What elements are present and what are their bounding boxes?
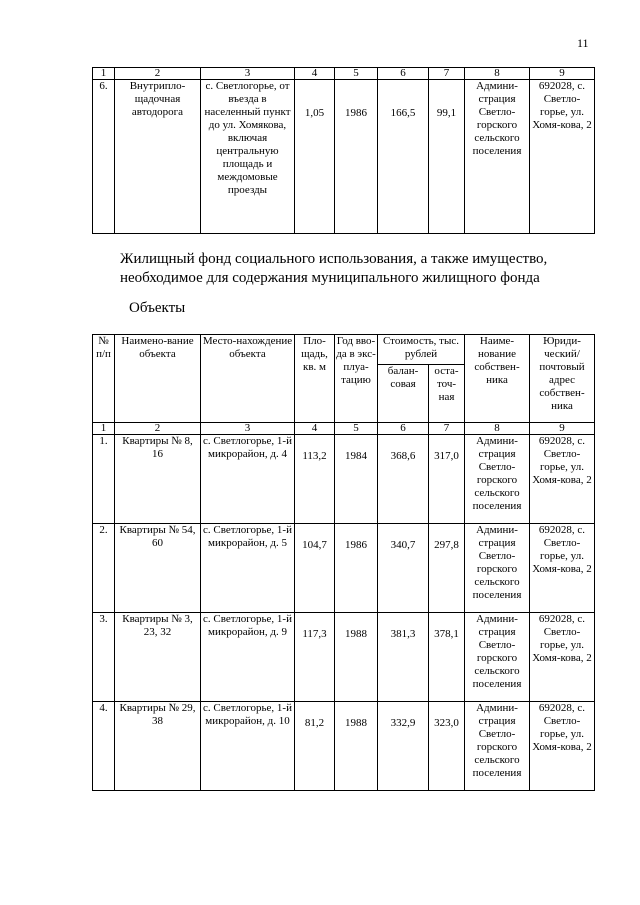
header-num: № п/п bbox=[93, 335, 115, 423]
column-number: 3 bbox=[201, 423, 295, 435]
cost-balance: 166,5 bbox=[378, 80, 429, 234]
column-number: 7 bbox=[429, 423, 465, 435]
column-number: 6 bbox=[378, 68, 429, 80]
column-number: 1 bbox=[93, 68, 115, 80]
object-location: с. Светлогорье, от въезда в населенный пункт до ул. Хомякова, включая центральную площадь и междомовые проезды bbox=[201, 80, 295, 234]
header-area: Пло-щадь, кв. м bbox=[295, 335, 335, 423]
row-number: 2. bbox=[93, 524, 115, 613]
owner-name: Админи-страция Светло-горского сельского поселения bbox=[465, 524, 530, 613]
header-cost-balance: балан-совая bbox=[378, 365, 429, 423]
column-number: 4 bbox=[295, 423, 335, 435]
owner-name: Админи-страция Светло-горского сельского поселения bbox=[465, 435, 530, 524]
header-cost-residual: оста-точ-ная bbox=[429, 365, 465, 423]
column-number: 6 bbox=[378, 423, 429, 435]
table-row bbox=[93, 80, 595, 234]
object-area: 104,7 bbox=[295, 524, 335, 613]
table-header-row bbox=[93, 335, 595, 365]
section-heading bbox=[120, 250, 600, 288]
header-address: Юриди-ческий/ почтовый адрес собствен-ника bbox=[530, 335, 595, 423]
object-name: Квартиры № 8, 16 bbox=[115, 435, 201, 524]
header-cost: Стоимость, тыс. рублей bbox=[378, 335, 465, 365]
owner-address: 692028, с. Светло-горье, ул. Хомя-кова, 2 bbox=[530, 435, 595, 524]
table-row bbox=[93, 613, 595, 702]
commission-year: 1984 bbox=[335, 435, 378, 524]
column-number: 2 bbox=[115, 423, 201, 435]
objects-subheading: Объекты bbox=[129, 300, 186, 316]
owner-name: Админи-страция Светло-горского сельского поселения bbox=[465, 702, 530, 791]
table2-column-numbers bbox=[93, 423, 595, 435]
column-number: 2 bbox=[115, 68, 201, 80]
commission-year: 1988 bbox=[335, 702, 378, 791]
table-row bbox=[93, 702, 595, 791]
table1-column-numbers bbox=[93, 68, 595, 80]
object-area: 113,2 bbox=[295, 435, 335, 524]
section-heading-line: Жилищный фонд социального использования, а также имущество, bbox=[120, 251, 548, 267]
row-number: 4. bbox=[93, 702, 115, 791]
object-name: Внутрипло-щадочная автодорога bbox=[115, 80, 201, 234]
housing-objects-table bbox=[92, 334, 595, 791]
object-area: 117,3 bbox=[295, 613, 335, 702]
table-row bbox=[93, 435, 595, 524]
section-heading-line: необходимое для содержания муниципального жилищного фонда bbox=[120, 270, 540, 286]
header-location: Место-нахождение объекта bbox=[201, 335, 295, 423]
page-number: 11 bbox=[577, 36, 589, 50]
object-location: с. Светлогорье, 1-й микрорайон, д. 5 bbox=[201, 524, 295, 613]
table-row bbox=[93, 524, 595, 613]
header-year: Год вво-да в экс-плуа-тацию bbox=[335, 335, 378, 423]
header-name: Наимено-вание объекта bbox=[115, 335, 201, 423]
object-name: Квартиры № 54, 60 bbox=[115, 524, 201, 613]
cost-residual: 317,0 bbox=[429, 435, 465, 524]
row-number: 1. bbox=[93, 435, 115, 524]
column-number: 3 bbox=[201, 68, 295, 80]
row-number: 3. bbox=[93, 613, 115, 702]
owner-name: Админи-страция Светло-горского сельского поселения bbox=[465, 613, 530, 702]
object-area: 81,2 bbox=[295, 702, 335, 791]
column-number: 5 bbox=[335, 68, 378, 80]
object-location: с. Светлогорье, 1-й микрорайон, д. 9 bbox=[201, 613, 295, 702]
column-number: 4 bbox=[295, 68, 335, 80]
column-number: 1 bbox=[93, 423, 115, 435]
column-number: 8 bbox=[465, 423, 530, 435]
cost-residual: 378,1 bbox=[429, 613, 465, 702]
owner-address: 692028, с. Светло-горье, ул. Хомя-кова, 2 bbox=[530, 80, 595, 234]
object-name: Квартиры № 29, 38 bbox=[115, 702, 201, 791]
row-number: 6. bbox=[93, 80, 115, 234]
column-number: 8 bbox=[465, 68, 530, 80]
header-owner: Наиме-нование собствен-ника bbox=[465, 335, 530, 423]
column-number: 5 bbox=[335, 423, 378, 435]
owner-address: 692028, с. Светло-горье, ул. Хомя-кова, 2 bbox=[530, 613, 595, 702]
cost-residual: 99,1 bbox=[429, 80, 465, 234]
object-area: 1,05 bbox=[295, 80, 335, 234]
owner-address: 692028, с. Светло-горье, ул. Хомя-кова, 2 bbox=[530, 524, 595, 613]
commission-year: 1988 bbox=[335, 613, 378, 702]
column-number: 9 bbox=[530, 68, 595, 80]
cost-balance: 340,7 bbox=[378, 524, 429, 613]
object-location: с. Светлогорье, 1-й микрорайон, д. 10 bbox=[201, 702, 295, 791]
commission-year: 1986 bbox=[335, 80, 378, 234]
cost-residual: 297,8 bbox=[429, 524, 465, 613]
owner-address: 692028, с. Светло-горье, ул. Хомя-кова, 2 bbox=[530, 702, 595, 791]
object-name: Квартиры № 3, 23, 32 bbox=[115, 613, 201, 702]
cost-balance: 368,6 bbox=[378, 435, 429, 524]
cost-residual: 323,0 bbox=[429, 702, 465, 791]
object-location: с. Светлогорье, 1-й микрорайон, д. 4 bbox=[201, 435, 295, 524]
commission-year: 1986 bbox=[335, 524, 378, 613]
column-number: 9 bbox=[530, 423, 595, 435]
column-number: 7 bbox=[429, 68, 465, 80]
infrastructure-table bbox=[92, 67, 595, 234]
owner-name: Админи-страция Светло-горского сельского поселения bbox=[465, 80, 530, 234]
cost-balance: 381,3 bbox=[378, 613, 429, 702]
cost-balance: 332,9 bbox=[378, 702, 429, 791]
